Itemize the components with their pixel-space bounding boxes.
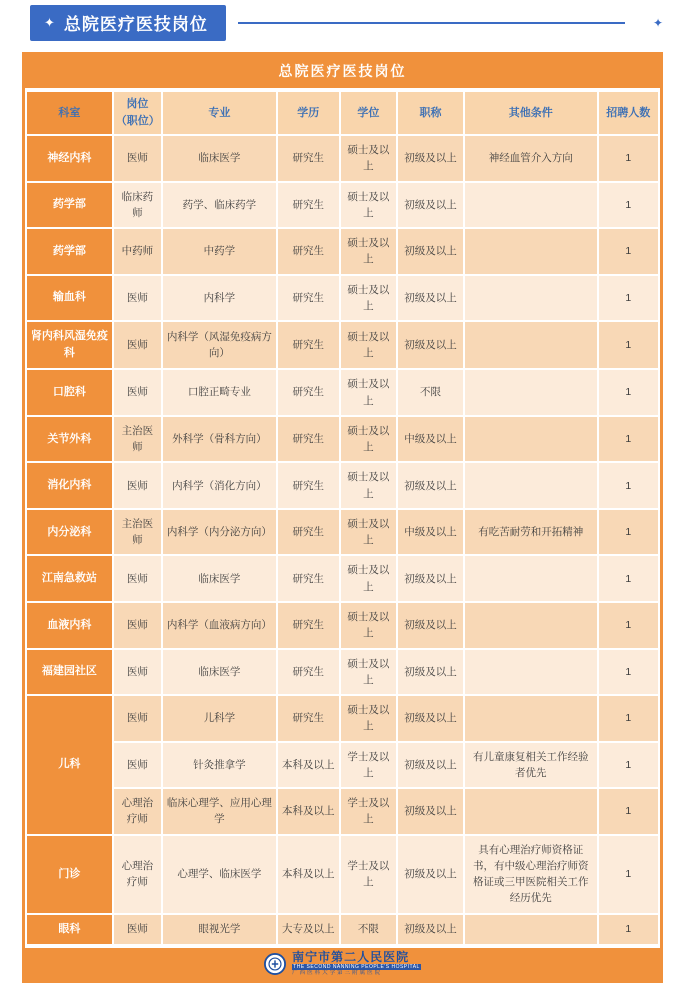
cell-position: 医师 [113,695,162,742]
cell-education: 本科及以上 [277,788,340,835]
table-row [26,695,659,742]
section-badge-label: 总院医疗医技岗位 [63,15,208,34]
cell-position: 医师 [113,742,162,789]
cell-title: 初级及以上 [397,914,464,945]
table-row [26,742,659,789]
cell-department: 神经内科 [26,135,113,182]
cell-education: 研究生 [277,135,340,182]
cell-major: 口腔正畸专业 [162,369,277,416]
cell-position: 医师 [113,649,162,696]
cell-education: 研究生 [277,602,340,649]
cell-degree: 硕士及以上 [340,275,397,322]
cell-degree: 不限 [340,914,397,945]
cell-other [464,695,598,742]
cell-education: 研究生 [277,228,340,275]
cell-major: 眼视光学 [162,914,277,945]
cell-other [464,555,598,602]
cell-major: 临床心理学、应用心理学 [162,788,277,835]
cell-education: 研究生 [277,275,340,322]
table-row [26,228,659,275]
table-row [26,555,659,602]
table-row [26,416,659,463]
top-banner [30,8,663,38]
cell-count: 1 [598,602,659,649]
cell-title: 初级及以上 [397,788,464,835]
footer-bar [25,946,660,980]
cell-other [464,228,598,275]
cell-position: 医师 [113,555,162,602]
cell-education: 本科及以上 [277,835,340,914]
cell-degree: 硕士及以上 [340,602,397,649]
cell-education: 研究生 [277,509,340,556]
cell-department: 肾内科风湿免疫科 [26,321,113,369]
cell-major: 外科学（骨科方向） [162,416,277,463]
cell-position: 中药师 [113,228,162,275]
cell-education: 研究生 [277,649,340,696]
cell-position: 临床药师 [113,182,162,229]
cell-department: 儿科 [26,695,113,835]
cell-degree: 学士及以上 [340,788,397,835]
cell-education: 研究生 [277,369,340,416]
cell-degree: 学士及以上 [340,835,397,914]
column-header-4: 学历 [277,91,340,135]
cell-other [464,602,598,649]
cell-position: 医师 [113,602,162,649]
column-header-1: 科室 [26,91,113,135]
cell-department: 福建园社区 [26,649,113,696]
cell-title: 初级及以上 [397,135,464,182]
hospital-name: 南宁市第二人民医院 [292,949,410,964]
cell-other: 有儿童康复相关工作经验者优先 [464,742,598,789]
section-badge [30,5,226,41]
table-header-row [26,91,659,135]
column-header-6: 职称 [397,91,464,135]
table-row [26,914,659,945]
cell-count: 1 [598,509,659,556]
cell-position: 医师 [113,462,162,509]
cell-position: 主治医师 [113,509,162,556]
cell-count: 1 [598,914,659,945]
recruitment-table [25,90,660,946]
cell-department: 药学部 [26,182,113,229]
cell-count: 1 [598,275,659,322]
cell-major: 内科学 [162,275,277,322]
cell-other [464,788,598,835]
cell-position: 心理治疗师 [113,788,162,835]
cell-major: 中药学 [162,228,277,275]
table-row [26,835,659,914]
cell-other [464,321,598,369]
cell-department: 输血科 [26,275,113,322]
cell-count: 1 [598,369,659,416]
cell-title: 中级及以上 [397,509,464,556]
cell-count: 1 [598,835,659,914]
column-header-2: 岗位 （职位） [113,91,162,135]
cell-department: 消化内科 [26,462,113,509]
cell-department: 药学部 [26,228,113,275]
cell-department: 内分泌科 [26,509,113,556]
hospital-name-en: THE SECOND NANNING PEOPLE'S HOSPITAL [293,963,420,970]
table-row [26,275,659,322]
cell-title: 初级及以上 [397,182,464,229]
cell-other: 神经血管介入方向 [464,135,598,182]
cell-other [464,462,598,509]
cell-department: 血液内科 [26,602,113,649]
hospital-subtitle: 广西医科大学第三附属医院 [292,969,383,976]
cell-title: 不限 [397,369,464,416]
column-header-8: 招聘人数 [598,91,659,135]
cell-education: 研究生 [277,416,340,463]
cell-title: 初级及以上 [397,462,464,509]
cell-other [464,649,598,696]
cell-major: 内科学（消化方向） [162,462,277,509]
cell-position: 医师 [113,321,162,369]
cell-degree: 硕士及以上 [340,321,397,369]
cell-major: 内科学（内分泌方向） [162,509,277,556]
cell-degree: 硕士及以上 [340,695,397,742]
cell-degree: 硕士及以上 [340,416,397,463]
cell-major: 心理学、临床医学 [162,835,277,914]
cell-education: 研究生 [277,695,340,742]
cell-other: 具有心理治疗师资格证书，有中级心理治疗师资格证或三甲医院相关工作经历优先 [464,835,598,914]
cell-position: 主治医师 [113,416,162,463]
banner-divider-line [238,22,625,24]
cell-count: 1 [598,135,659,182]
cell-department: 口腔科 [26,369,113,416]
table-row [26,321,659,369]
cell-degree: 硕士及以上 [340,135,397,182]
star-icon: ✦ [44,14,56,30]
cell-degree: 硕士及以上 [340,182,397,229]
cell-degree: 硕士及以上 [340,228,397,275]
cell-major: 临床医学 [162,135,277,182]
table-row [26,369,659,416]
cell-major: 内科学（血液病方向） [162,602,277,649]
cell-education: 研究生 [277,462,340,509]
cell-major: 临床医学 [162,649,277,696]
cell-position: 医师 [113,275,162,322]
cell-degree: 硕士及以上 [340,509,397,556]
cell-education: 本科及以上 [277,742,340,789]
table-row [26,602,659,649]
cell-count: 1 [598,695,659,742]
star-icon: ✦ [652,16,663,30]
cell-title: 初级及以上 [397,742,464,789]
table-title: 总院医疗医技岗位 [25,55,660,90]
cell-title: 中级及以上 [397,416,464,463]
table-row [26,182,659,229]
column-header-7: 其他条件 [464,91,598,135]
cell-major: 临床医学 [162,555,277,602]
cell-other [464,182,598,229]
cell-department: 江南急救站 [26,555,113,602]
cell-count: 1 [598,788,659,835]
cell-count: 1 [598,182,659,229]
cell-degree: 硕士及以上 [340,555,397,602]
cell-degree: 硕士及以上 [340,462,397,509]
cell-major: 儿科学 [162,695,277,742]
column-header-3: 专业 [162,91,277,135]
cell-title: 初级及以上 [397,228,464,275]
cell-major: 针灸推拿学 [162,742,277,789]
table-row [26,135,659,182]
table-row [26,649,659,696]
cell-department: 眼科 [26,914,113,945]
recruitment-table-block [22,52,663,983]
cell-major: 内科学（风湿免疫病方向） [162,321,277,369]
cell-other [464,275,598,322]
cell-title: 初级及以上 [397,275,464,322]
cell-position: 医师 [113,135,162,182]
cell-department: 关节外科 [26,416,113,463]
cell-title: 初级及以上 [397,835,464,914]
cell-education: 研究生 [277,555,340,602]
table-row [26,509,659,556]
cell-other [464,914,598,945]
cell-count: 1 [598,416,659,463]
cell-position: 医师 [113,369,162,416]
cell-education: 大专及以上 [277,914,340,945]
table-row [26,788,659,835]
cell-department: 门诊 [26,835,113,914]
cell-title: 初级及以上 [397,602,464,649]
cell-degree: 硕士及以上 [340,649,397,696]
cell-degree: 学士及以上 [340,742,397,789]
cell-title: 初级及以上 [397,695,464,742]
cell-count: 1 [598,228,659,275]
cell-education: 研究生 [277,182,340,229]
hospital-identity [292,951,421,977]
table-row [26,462,659,509]
cell-count: 1 [598,742,659,789]
cell-title: 初级及以上 [397,649,464,696]
column-header-5: 学位 [340,91,397,135]
cell-education: 研究生 [277,321,340,369]
cell-other [464,369,598,416]
cell-other [464,416,598,463]
cell-major: 药学、临床药学 [162,182,277,229]
cell-count: 1 [598,321,659,369]
cell-count: 1 [598,555,659,602]
cell-degree: 硕士及以上 [340,369,397,416]
cell-title: 初级及以上 [397,321,464,369]
cell-count: 1 [598,649,659,696]
cell-position: 心理治疗师 [113,835,162,914]
cell-title: 初级及以上 [397,555,464,602]
cell-count: 1 [598,462,659,509]
hospital-logo-icon [264,953,286,975]
cell-position: 医师 [113,914,162,945]
cell-other: 有吃苦耐劳和开拓精神 [464,509,598,556]
